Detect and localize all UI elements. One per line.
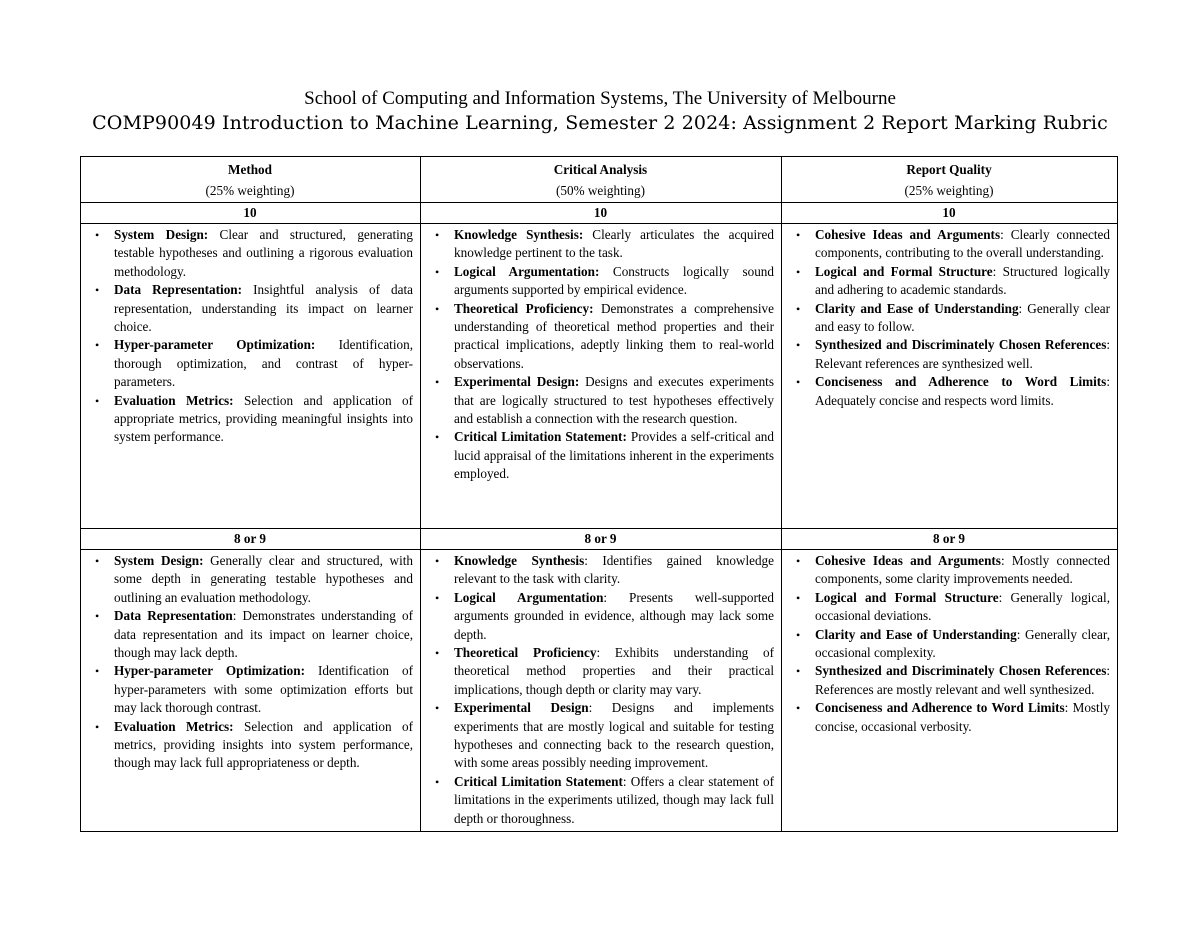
criterion-text: : Mostly concise, occasional verbosity.	[815, 700, 1110, 734]
criterion-term: Clarity and Ease of Understanding	[815, 626, 1017, 642]
criterion-text: Identification of hyper-parameters with some optimization efforts but may lack thorough contrast.	[114, 663, 413, 716]
column-header-report-quality	[782, 157, 1118, 203]
column-header-row	[81, 157, 1118, 203]
criteria-cell-critical-analysis	[421, 550, 782, 832]
criterion-item	[454, 373, 774, 428]
column-name: Report Quality	[906, 162, 992, 177]
criterion-item	[815, 336, 1110, 373]
criterion-term: Clarity and Ease of Understanding	[815, 300, 1019, 316]
criterion-term: Logical Argumentation	[454, 589, 604, 605]
criterion-item	[815, 626, 1110, 663]
criterion-text: : References are mostly relevant and well synthesized.	[815, 663, 1110, 697]
criteria-list	[427, 552, 774, 828]
criterion-term: Theoretical Proficiency	[454, 645, 597, 661]
criterion-term: Conciseness and Adherence to Word Limits	[815, 700, 1065, 716]
criterion-text: Clear and structured, generating testable hypotheses and outlining a rigorous evaluation methodology.	[114, 227, 413, 279]
score-row	[81, 529, 1118, 550]
criterion-term: Hyper-parameter Optimization:	[114, 337, 316, 353]
criterion-item	[114, 552, 413, 607]
column-weighting: (25% weighting)	[205, 183, 295, 198]
criteria-row	[81, 550, 1118, 832]
criterion-item	[454, 428, 774, 483]
criterion-item	[454, 300, 774, 374]
criterion-item	[815, 589, 1110, 626]
criterion-text: : Structured logically and adhering to academic standards.	[815, 263, 1110, 298]
criteria-list	[788, 226, 1110, 410]
criterion-item	[454, 589, 774, 644]
criterion-text: : Clearly connected components, contributing to the overall understanding.	[815, 227, 1110, 261]
criteria-cell-method	[81, 224, 421, 529]
criterion-text: Constructs logically sound arguments supported by empirical evidence.	[454, 263, 774, 298]
criterion-item	[114, 718, 413, 773]
score-cell: 10	[81, 203, 421, 224]
column-weighting: (50% weighting)	[556, 183, 645, 198]
criterion-term: System Design:	[114, 227, 209, 242]
criterion-term: Data Representation	[114, 608, 233, 624]
score-cell: 8 or 9	[782, 529, 1118, 550]
criterion-term: Hyper-parameter Optimization:	[114, 663, 305, 679]
column-weighting: (25% weighting)	[904, 183, 994, 198]
criterion-item	[815, 263, 1110, 300]
criteria-list	[427, 226, 774, 484]
criterion-item	[454, 644, 774, 699]
criteria-cell-method	[81, 550, 421, 832]
criterion-item	[114, 226, 413, 281]
criterion-text: : Mostly connected components, some clarity improvements needed.	[815, 553, 1110, 587]
criterion-term: Logical and Formal Structure	[815, 589, 999, 605]
criterion-text: Identification, thorough optimization, and contrast of hyper-parameters.	[114, 337, 413, 390]
criterion-term: System Design:	[114, 553, 204, 568]
score-cell: 8 or 9	[81, 529, 421, 550]
criterion-text: : Generally logical, occasional deviations.	[815, 589, 1110, 624]
criterion-text: Selection and application of metrics, providing insights into system performance, though may lack full appropriateness or depth.	[114, 718, 413, 771]
criterion-item	[454, 773, 774, 828]
criterion-term: Logical Argumentation:	[454, 263, 600, 279]
criterion-item	[114, 281, 413, 336]
criterion-term: Evaluation Metrics:	[114, 718, 234, 734]
column-name: Critical Analysis	[553, 162, 648, 177]
criterion-text: : Adequately concise and respects word limits.	[815, 374, 1110, 408]
criteria-list	[788, 552, 1110, 736]
criterion-item	[114, 662, 413, 717]
score-cell: 10	[782, 203, 1118, 224]
criterion-item	[454, 226, 774, 263]
criterion-text: : Presents well-supported arguments grounded in evidence, although may lack some depth.	[454, 589, 774, 642]
criterion-text: Selection and application of appropriate metrics, providing meaningful insights into system performance.	[114, 392, 413, 445]
criterion-item	[454, 263, 774, 300]
criterion-term: Cohesive Ideas and Arguments	[815, 227, 1001, 242]
criteria-list	[87, 226, 413, 447]
school-title: School of Computing and Information Systems, The University of Melbourne	[304, 88, 896, 109]
criterion-text: : Designs and implements experiments that are mostly logical and suitable for testing hypotheses and connecting back to the research question, with some areas possibly needing improvement.	[454, 700, 774, 771]
criterion-term: Conciseness and Adherence to Word Limits	[815, 374, 1107, 390]
score-cell: 10	[421, 203, 782, 224]
criterion-text: Insightful analysis of data representation, understanding its impact on learner choice.	[114, 282, 413, 335]
criterion-term: Critical Limitation Statement	[454, 773, 623, 789]
column-header-critical-analysis	[421, 157, 782, 203]
criteria-row	[81, 224, 1118, 529]
marking-rubric-table	[80, 156, 1118, 832]
criterion-text: Provides a self-critical and lucid appraisal of the limitations inherent in the experiments employed.	[454, 429, 774, 482]
criterion-item	[114, 607, 413, 662]
criterion-text: Clearly articulates the acquired knowledge pertinent to the task.	[454, 227, 774, 261]
criterion-text: : Relevant references are synthesized well.	[815, 337, 1110, 371]
course-title: COMP90049 Introduction to Machine Learning, Semester 2 2024: Assignment 2 Report Marking Rubric	[92, 112, 1108, 134]
criterion-text: Designs and executes experiments that are logically structured to test hypotheses effectively and establish a connection with the research question.	[454, 374, 774, 427]
criterion-term: Data Representation:	[114, 282, 243, 298]
criterion-text: : Generally clear, occasional complexity.	[815, 626, 1110, 661]
criterion-item	[815, 699, 1110, 736]
score-row	[81, 203, 1118, 224]
criterion-item	[815, 226, 1110, 263]
criterion-term: Cohesive Ideas and Arguments	[815, 553, 1001, 568]
criterion-term: Experimental Design:	[454, 374, 580, 390]
criterion-text: : Identifies gained knowledge relevant to the task with clarity.	[454, 553, 774, 587]
criteria-cell-critical-analysis	[421, 224, 782, 529]
criterion-term: Theoretical Proficiency:	[454, 300, 594, 316]
criteria-cell-report-quality	[782, 550, 1118, 832]
criteria-list	[87, 552, 413, 773]
criterion-term: Experimental Design	[454, 700, 589, 716]
criterion-text: Generally clear and structured, with some depth in generating testable hypotheses and outlining an evaluation methodology.	[114, 553, 413, 605]
criterion-item	[815, 552, 1110, 589]
criterion-text: : Generally clear and easy to follow.	[815, 300, 1110, 335]
criterion-term: Synthesized and Discriminately Chosen References	[815, 663, 1107, 679]
criterion-item	[815, 662, 1110, 699]
criterion-text: : Offers a clear statement of limitations in the experiments utilized, though may lack full depth or thoroughness.	[454, 773, 774, 826]
criterion-item	[815, 373, 1110, 410]
criterion-term: Evaluation Metrics:	[114, 392, 234, 408]
criterion-item	[114, 392, 413, 447]
criteria-cell-report-quality	[782, 224, 1118, 529]
criterion-term: Logical and Formal Structure	[815, 263, 993, 279]
criterion-term: Knowledge Synthesis	[454, 553, 585, 568]
criterion-item	[114, 336, 413, 391]
criterion-item	[815, 300, 1110, 337]
score-cell: 8 or 9	[421, 529, 782, 550]
criterion-item	[454, 552, 774, 589]
criterion-item	[454, 699, 774, 773]
column-name: Method	[228, 162, 272, 177]
criterion-text: : Exhibits understanding of theoretical method properties and their practical implications, though depth or clarity may vary.	[454, 645, 774, 697]
document-header	[0, 86, 1200, 136]
criterion-text: : Demonstrates understanding of data representation and its impact on learner choice, though may lack depth.	[114, 608, 413, 661]
criterion-term: Critical Limitation Statement:	[454, 429, 627, 445]
criterion-term: Synthesized and Discriminately Chosen References	[815, 337, 1107, 353]
column-header-method	[81, 157, 421, 203]
criterion-text: Demonstrates a comprehensive understanding of theoretical method properties and their practical implications, adeptly linking them to real-world observations.	[454, 300, 774, 371]
criterion-term: Knowledge Synthesis:	[454, 227, 584, 242]
